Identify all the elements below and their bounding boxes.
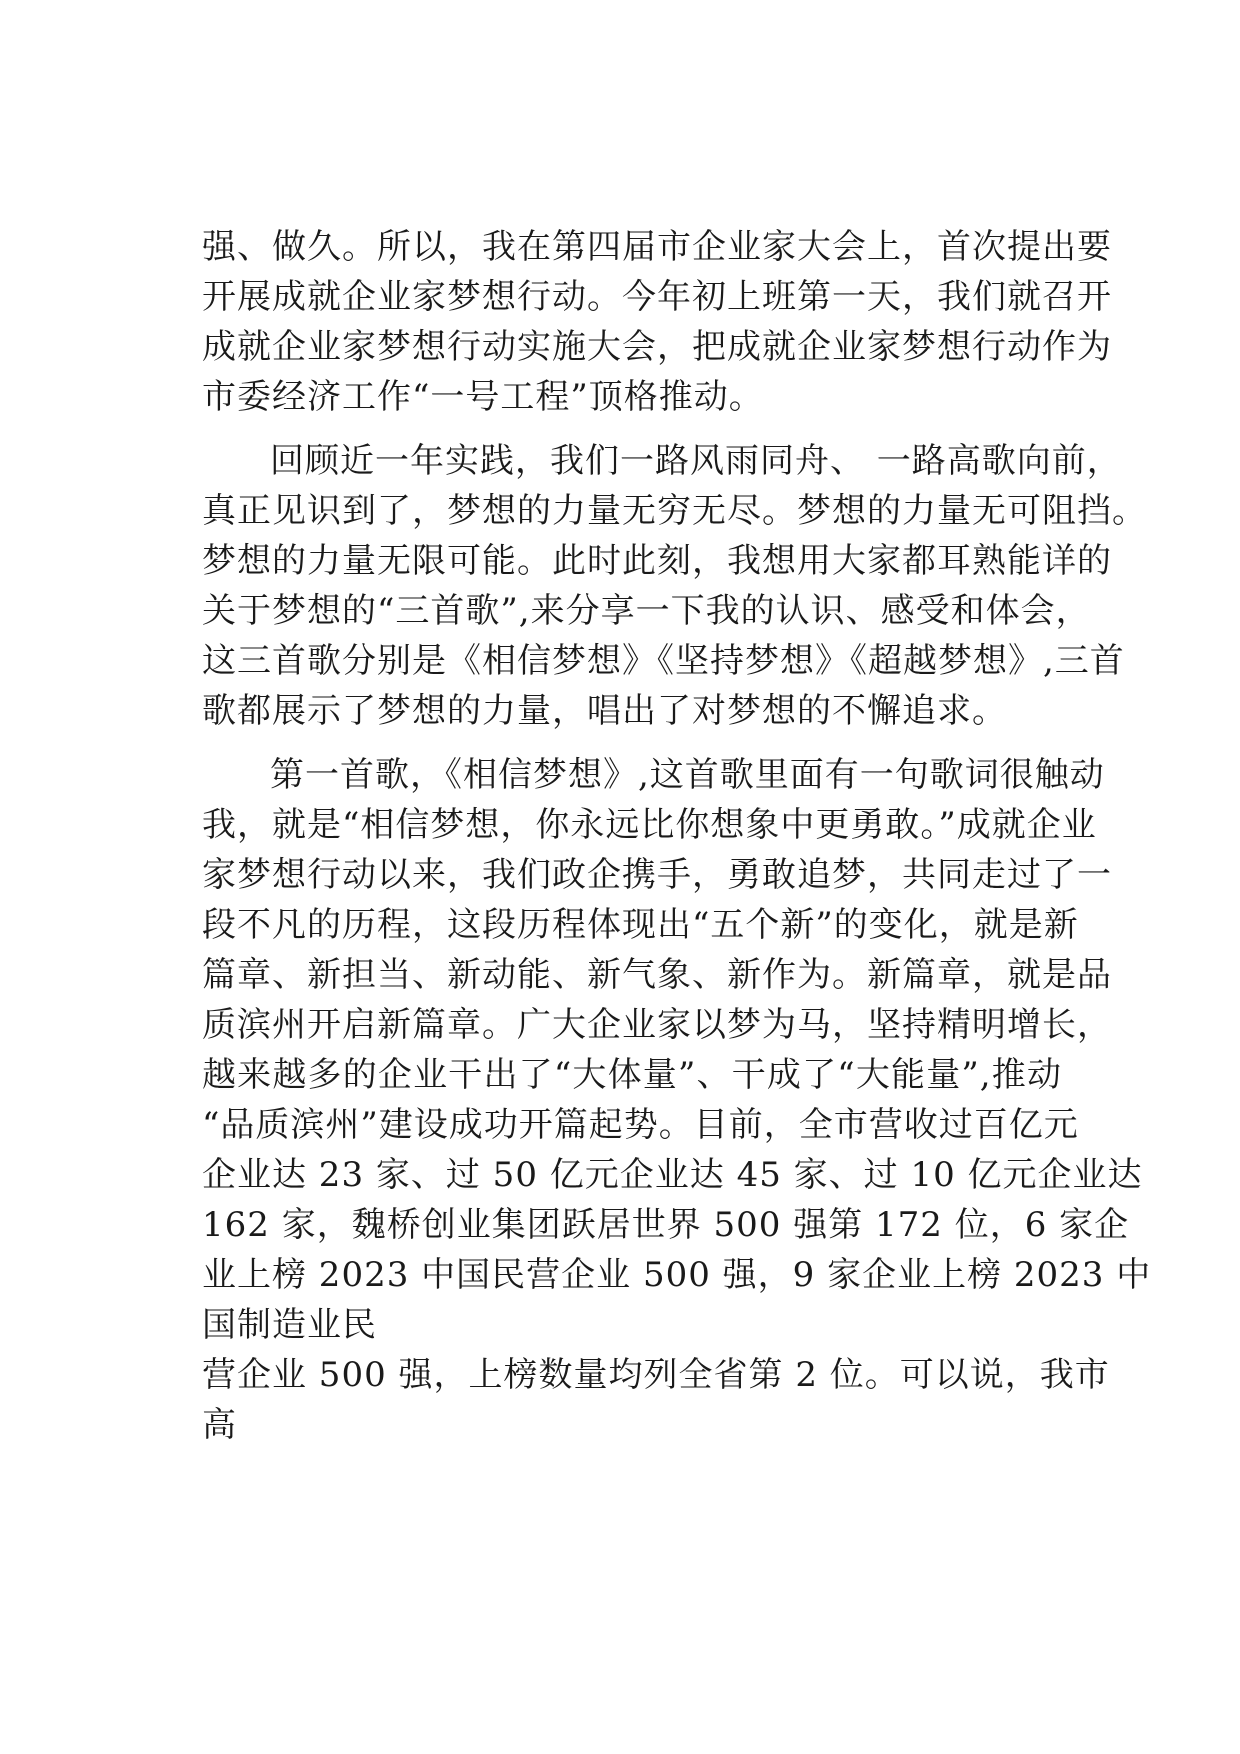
paragraph-line: 关于梦想的“三首歌”,来分享一下我的认识、感受和体会， [202, 591, 1091, 631]
paragraph-line: 回顾近一年实践，我们一路风雨同舟、 一路高歌向前， [270, 441, 1122, 481]
paragraph-line: 真正见识到了，梦想的力量无穷无尽。梦想的力量无可阻挡。 [202, 491, 1147, 531]
paragraph-line: 质滨州开启新篇章。广大企业家以梦为马，坚持精明增长， [202, 1005, 1112, 1045]
paragraph-3 [202, 750, 1152, 1450]
paragraph-line: 第一首歌，《相信梦想》,这首歌里面有一句歌词很触动 [270, 755, 1105, 795]
paragraph-line: 歌都展示了梦想的力量，唱出了对梦想的不懈追求。 [202, 691, 1007, 731]
paragraph-line: 高 [202, 1405, 237, 1445]
paragraph-1 [202, 222, 1112, 422]
paragraph-line: 这三首歌分别是《相信梦想》《坚持梦想》《超越梦想》,三首 [202, 641, 1125, 681]
paragraph-line: 业上榜 2023 中国民营企业 500 强，9 家企业上榜 2023 中 [202, 1255, 1152, 1295]
paragraph-line: 成就企业家梦想行动实施大会，把成就企业家梦想行动作为 [202, 327, 1112, 367]
paragraph-line: 越来越多的企业干出了“大体量”、干成了“大能量”,推动 [202, 1055, 1062, 1095]
paragraph-line: 段不凡的历程，这段历程体现出“五个新”的变化，就是新 [202, 905, 1079, 945]
paragraph-line: 我，就是“相信梦想，你永远比你想象中更勇敢。”成就企业 [202, 805, 1097, 845]
document-page [202, 222, 1152, 1450]
paragraph-line: 162 家，魏桥创业集团跃居世界 500 强第 172 位，6 家企 [202, 1205, 1130, 1245]
paragraph-line: “品质滨州”建设成功开篇起势。目前，全市营收过百亿元 [202, 1105, 1079, 1145]
paragraph-line: 强、做久。所以，我在第四届市企业家大会上，首次提出要 [202, 227, 1112, 267]
paragraph-line: 篇章、新担当、新动能、新气象、新作为。新篇章，就是品 [202, 955, 1112, 995]
paragraph-line: 市委经济工作“一号工程”顶格推动。 [202, 377, 764, 417]
paragraph-line: 国制造业民 [202, 1305, 377, 1345]
paragraph-line: 家梦想行动以来，我们政企携手，勇敢追梦，共同走过了一 [202, 855, 1112, 895]
paragraph-line: 梦想的力量无限可能。此时此刻，我想用大家都耳熟能详的 [202, 541, 1112, 581]
paragraph-line: 企业达 23 家、过 50 亿元企业达 45 家、过 10 亿元企业达 [202, 1155, 1143, 1195]
paragraph-line: 开展成就企业家梦想行动。今年初上班第一天，我们就召开 [202, 277, 1112, 317]
paragraph-line: 营企业 500 强，上榜数量均列全省第 2 位。可以说，我市 [202, 1355, 1110, 1395]
paragraph-2 [202, 436, 1147, 736]
